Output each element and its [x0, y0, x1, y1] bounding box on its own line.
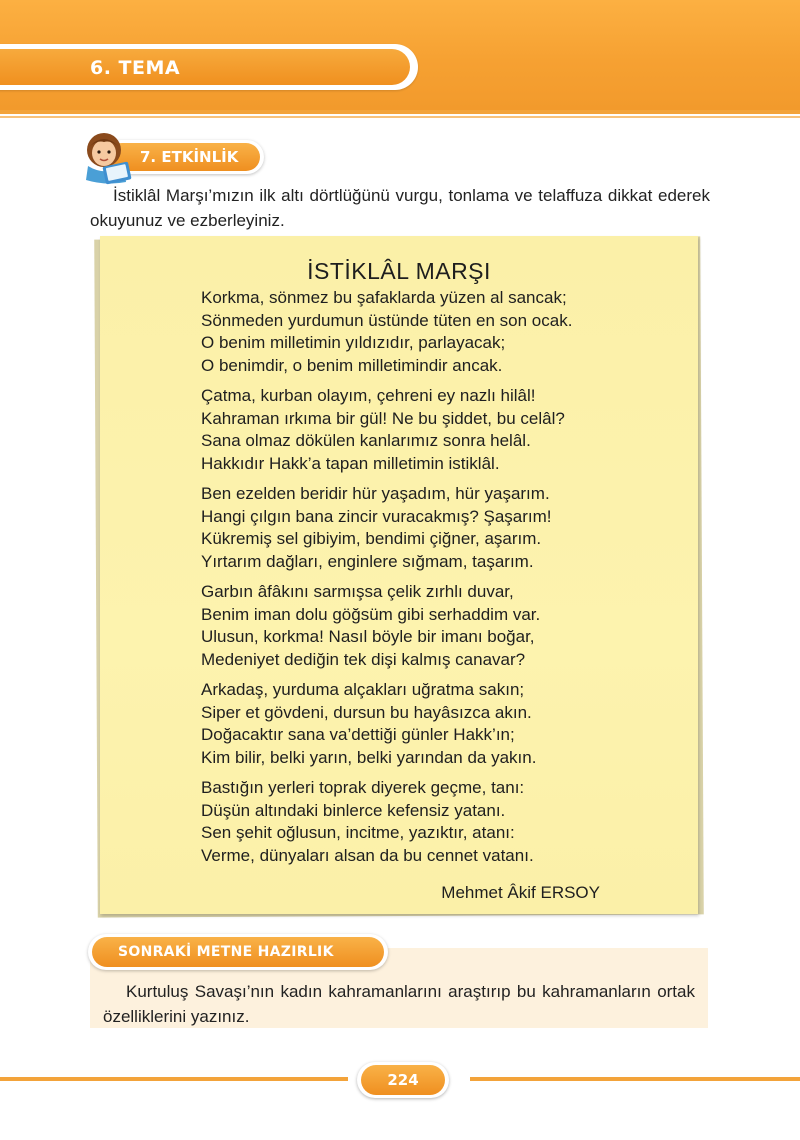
poem-line: O benim milletimin yıldızıdır, parlayacak; [201, 333, 506, 352]
poem-line: Bastığın yerleri toprak diyerek geçme, tanı: [201, 778, 525, 797]
poem-line: Siper et gövdeni, dursun bu hayâsızca akın. [201, 702, 532, 722]
next-text-instruction: Kurtuluş Savaşı’nın kadın kahramanlarını araştırıp bu kahramanların ortak özelliklerini yazınız. [103, 982, 695, 1026]
poem-line: Sen şehit oğlusun, incitme, yazıktır, atanı: [201, 823, 515, 842]
poem-line: Kükremiş sel gibiyim, bendimi çiğner, aşarım. [201, 529, 542, 548]
theme-pill [0, 49, 410, 85]
header-divider-thin [0, 116, 800, 118]
poem-title: İSTİKLÂL MARŞI [307, 258, 491, 284]
poem-line: Verme, dünyaları alsan da bu cennet vatanı. [201, 845, 534, 865]
poem-line: Benim iman dolu göğsüm gibi serhaddim var. [201, 604, 541, 624]
poem-stanza-2 [201, 385, 661, 475]
footer-line-left [0, 1077, 348, 1081]
poem-author: Mehmet Âkif ERSOY [441, 883, 600, 902]
theme-label: 6. TEMA [90, 57, 181, 79]
poem-stanza-1 [201, 287, 661, 377]
activity-label: 7. ETKİNLİK [140, 148, 239, 166]
poem-line: Sana olmaz dökülen kanlarımız sonra helâl. [201, 431, 531, 450]
poem-line: Hangi çılgın bana zincir vuracakmış? Şaşarım! [201, 506, 552, 526]
activity-instruction: İstiklâl Marşı’mızın ilk altı dörtlüğünü vurgu, tonlama ve telaffuza dikkat ederek okuyunuz ve ezberleyiniz. [90, 186, 710, 230]
poem-line: Medeniyet dediğin tek dişi kalmış canavar? [201, 649, 526, 669]
header-divider [0, 110, 800, 114]
poem-line: Ben ezelden beridir hür yaşadım, hür yaşarım. [201, 484, 550, 503]
poem-line: Arkadaş, yurduma alçakları uğratma sakın; [201, 680, 525, 699]
poem-line: Çatma, kurban olayım, çehreni ey nazlı hilâl! [201, 386, 536, 405]
poem-line: Sönmeden yurdumun üstünde tüten en son ocak. [201, 310, 573, 330]
poem-line: Hakkıdır Hakk’a tapan milletimin istiklâl. [201, 453, 500, 473]
poem-line: Kim bilir, belki yarın, belki yarından da yakın. [201, 747, 537, 767]
poem-line: Ulusun, korkma! Nasıl böyle bir imanı boğar, [201, 627, 535, 646]
page-number: 224 [387, 1071, 419, 1089]
reading-child-icon [74, 128, 140, 186]
poem-line: Korkma, sönmez bu şafaklarda yüzen al sancak; [201, 288, 567, 307]
poem-stanza-4 [201, 581, 661, 671]
poem-line: Doğacaktır sana va’dettiği günler Hakk’ın; [201, 725, 515, 744]
poem-line: Kahraman ırkıma bir gül! Ne bu şiddet, bu celâl? [201, 408, 565, 428]
next-text-label: SONRAKİ METNE HAZIRLIK [118, 944, 334, 960]
poem-stanza-6 [201, 777, 661, 867]
poem-stanza-3 [201, 483, 661, 573]
poem-line: Düşün altındaki binlerce kefensiz yatanı. [201, 800, 506, 820]
poem-line: O benimdir, o benim milletimindir ancak. [201, 355, 503, 375]
footer-line-right [470, 1077, 800, 1081]
poem-stanza-5 [201, 679, 661, 769]
poem-line: Yırtarım dağları, enginlere sığmam, taşarım. [201, 551, 534, 571]
poem-line: Garbın âfâkını sarmışsa çelik zırhlı duvar, [201, 582, 514, 601]
